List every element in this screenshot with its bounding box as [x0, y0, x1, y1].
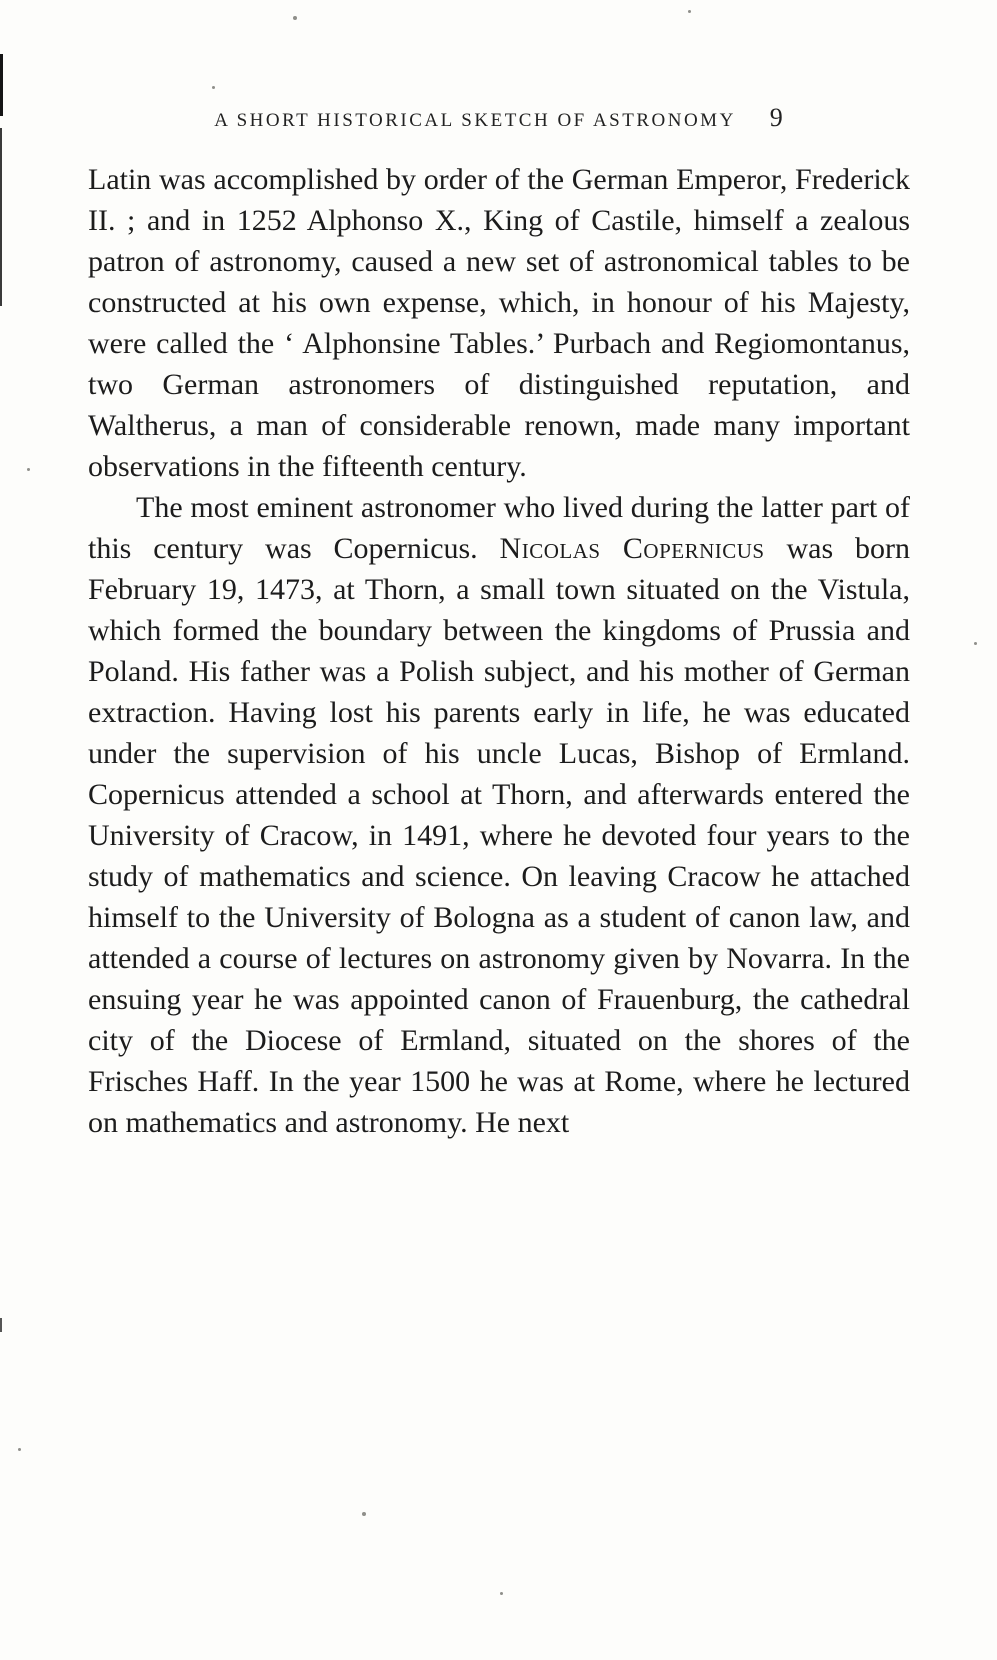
scan-speck	[18, 1448, 21, 1451]
page-body	[88, 159, 910, 1143]
header-title: A SHORT HISTORICAL SKETCH OF ASTRONOMY	[214, 102, 736, 132]
page-number: 9	[769, 103, 783, 132]
paragraph-2	[88, 487, 910, 1143]
running-header	[0, 102, 997, 133]
paragraph-1-text: Latin was accomplished by order of the German Emperor, Frederick II. ; and in 1252 Alphonso X., King of Castile, himself a zealous patron of astronomy, caused a new set of astronomical tables to be constructed at his own expense, which, in honour of his Majesty, were called the ‘ Alphonsine Tables.’ Purbach and Regiomontanus, two German astronomers of distinguished reputation, and Waltherus, a man of considerable renown, made many important observations in the fifteenth century.	[88, 163, 910, 483]
scan-speck	[362, 1512, 366, 1516]
scan-speck	[27, 468, 30, 471]
paragraph-1	[88, 159, 910, 487]
paragraph-2-segment-3: was born February 19, 1473, at Thorn, a small town situated on the Vistula, which formed the boundary between the kingdoms of Prussia and Poland. His father was a Polish subject, and his mother of German extraction. Having lost his parents early in life, he was educated under the supervision of his uncle Lucas, Bishop of Ermland. Copernicus attended a school at Thorn, and afterwards entered the University of Cracow, in 1491, where he devoted four years to the study of mathematics and science. On leaving Cracow he attached himself to the University of Bologna as a student of canon law, and attended a course of lectures on astronomy given by Novarra. In the ensuing year he was appointed canon of Frauenburg, the cathedral city of the Diocese of Ermland, situated on the shores of the Frisches Haff. In the year 1500 he was at Rome, where he lectured on mathematics and astronomy. He next	[88, 532, 910, 1139]
binding-edge-mark	[0, 1318, 2, 1332]
scan-speck	[293, 16, 297, 20]
binding-edge-mark	[0, 54, 3, 116]
paragraph-2-segment-1: The most eminent astronomer who lived during the latter part of this century was Copernicus.	[88, 491, 910, 565]
binding-edge-mark	[0, 128, 2, 306]
scan-speck	[688, 10, 691, 13]
scan-speck	[500, 1592, 503, 1595]
scan-speck	[212, 86, 215, 89]
scan-speck	[974, 642, 977, 645]
paragraph-2-name-smallcaps: Nicolas Copernicus	[499, 532, 765, 565]
